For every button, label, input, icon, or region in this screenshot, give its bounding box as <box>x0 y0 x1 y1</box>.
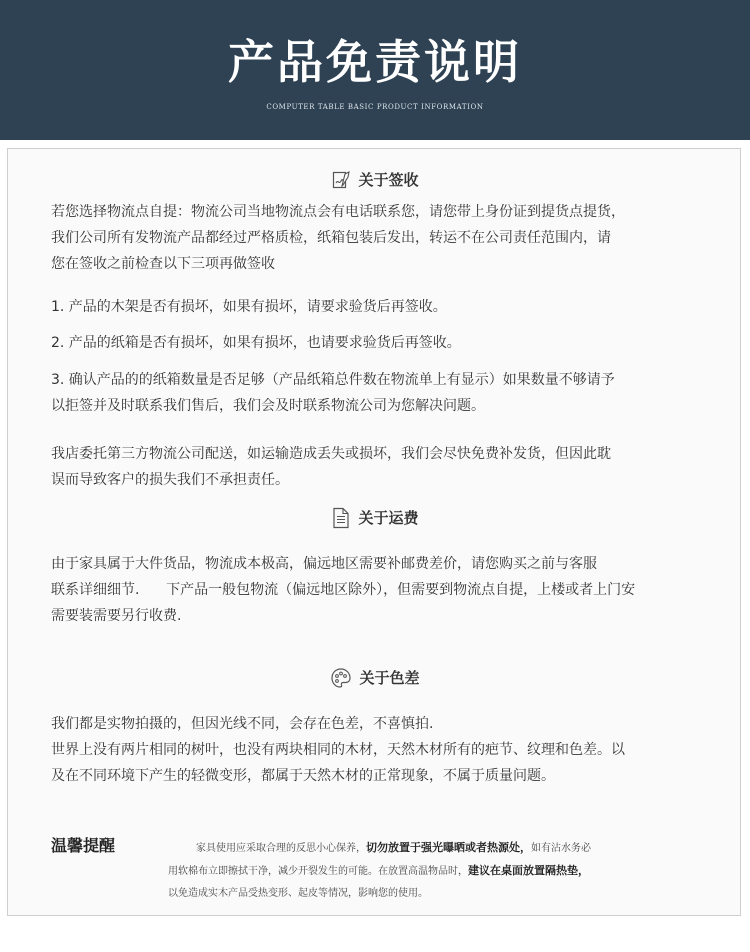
tip-emphasis: 建议在桌面放置隔热垫， <box>468 864 589 877</box>
text-line: 以拒签并及时联系我们售后，我们会及时联系物流公司为您解决问题。 <box>51 398 485 414</box>
text-line: 世界上没有两片相同的树叶，也没有两块相同的木材，天然木材所有的疤节、纹理和色差。以 <box>51 742 625 758</box>
tip-text <box>168 837 713 905</box>
section-title-color: 关于色差 <box>359 669 420 687</box>
tip-line-1 <box>168 837 713 860</box>
section-heading-shipping <box>8 505 742 531</box>
header-banner <box>0 0 750 140</box>
text-line: 我们都是实物拍摄的，但因光线不同，会存在色差，不喜慎拍. <box>51 716 434 732</box>
text-line: 需要装需要另行收费. <box>51 608 182 624</box>
signing-item-2: 2. 产品的纸箱是否有损坏，如果有损坏，也请要求验货后再签收。 <box>51 335 461 351</box>
text-line: 3. 确认产品的的纸箱数量是否足够（产品纸箱总件数在物流单上有显示）如果数量不够请予 <box>51 372 615 388</box>
tip-emphasis: 切勿放置于强光曝晒或者热源处， <box>366 841 531 854</box>
signature-icon <box>331 170 351 190</box>
text-line: 及在不同环境下产生的轻微变形，都属于天然木材的正常现象，不属于质量问题。 <box>51 768 555 784</box>
tip-text-segment: 如有沾水务必 <box>531 843 591 854</box>
color-text <box>51 711 711 789</box>
text-line: 您在签收之前检查以下三项再做签收 <box>51 256 275 272</box>
palette-icon <box>330 667 352 689</box>
text-line: 若您选择物流点自提：物流公司当地物流点会有电话联系您，请您带上身份证到提货点提货， <box>51 204 625 220</box>
tip-label: 温馨提醒 <box>51 836 116 855</box>
document-icon <box>331 507 351 529</box>
text-line: 误而导致客户的损失我们不承担责任。 <box>51 472 289 488</box>
signing-item-3 <box>51 367 711 419</box>
content-panel <box>7 148 741 916</box>
text-line: 由于家具属于大件货品，物流成本极高，偏远地区需要补邮费差价，请您购买之前与客服 <box>51 556 597 572</box>
shipping-text <box>51 551 711 629</box>
section-title-shipping: 关于运费 <box>358 509 419 527</box>
signing-item-1: 1. 产品的木架是否有损坏，如果有损坏，请要求验货后再签收。 <box>51 299 447 315</box>
text-line: 联系详细细节. 下产品一般包物流（偏远地区除外），但需要到物流点自提，上楼或者上门安 <box>51 582 636 598</box>
section-title-signing: 关于签收 <box>358 171 419 189</box>
text-line: 我店委托第三方物流公司配送，如运输造成丢失或损坏，我们会尽快免费补发货，但因此耽 <box>51 446 611 462</box>
page-title: 产品免责说明 <box>228 35 522 89</box>
tip-line-2 <box>168 860 713 883</box>
signing-note <box>51 441 711 493</box>
section-heading-signing <box>8 167 742 193</box>
text-line: 我们公司所有发物流产品都经过严格质检，纸箱包装后发出，转运不在公司责任范围内，请 <box>51 230 611 246</box>
signing-intro <box>51 199 711 277</box>
tip-text-segment: 用软棉布立即擦拭干净，减少开裂发生的可能。在放置高温物品时， <box>168 866 468 877</box>
tip-line-3: 以免造成实木产品受热变形、起皮等情况，影响您的使用。 <box>168 888 428 899</box>
tip-text-segment: 家具使用应采取合理的反思小心保养， <box>196 843 366 854</box>
page-subtitle: COMPUTER TABLE BASIC PRODUCT INFORMATION <box>266 103 484 111</box>
section-heading-color <box>8 665 742 691</box>
